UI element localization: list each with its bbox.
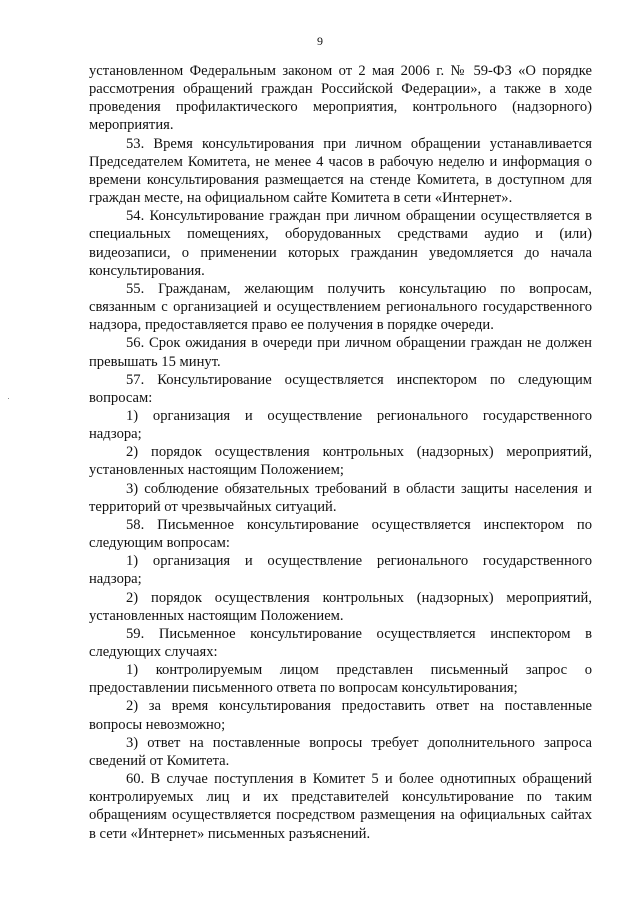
scan-speck [8, 398, 9, 399]
paragraph-59: 59. Письменное консультирование осуществляется инспектором в следующих случаях: [89, 625, 592, 660]
paragraph-59-item-2: 2) за время консультирования предоставить ответ на поставленные вопросы невозможно; [89, 698, 592, 733]
paragraph-54: 54. Консультирование граждан при личном обращении осуществляется в специальных помещениях, оборудованных средствами аудио и (или) видеозаписи, о применении которых гражданин уведомляется до начала консультирования. [89, 208, 592, 279]
paragraph-57-item-3: 3) соблюдение обязательных требований в области защиты населения и территорий от чрезвычайных ситуаций. [89, 480, 592, 515]
paragraph-59-item-3: 3) ответ на поставленные вопросы требует дополнительного запроса сведений от Комитета. [89, 734, 592, 769]
paragraph-55: 55. Гражданам, желающим получить консультацию по вопросам, связанным с организацией и осуществлением регионального государственного надзора, предоставляется право ее получения в порядке очереди. [89, 280, 592, 334]
paragraph-57-item-2: 2) порядок осуществления контрольных (надзорных) мероприятий, установленных настоящим Положением; [89, 444, 592, 479]
paragraph-58-item-2: 2) порядок осуществления контрольных (надзорных) мероприятий, установленных настоящим Положением. [89, 589, 592, 624]
paragraph-59-item-1: 1) контролируемым лицом представлен письменный запрос о предоставлении письменного ответа по вопросам консультирования; [89, 662, 592, 697]
paragraph-56: 56. Срок ожидания в очереди при личном обращении граждан не должен превышать 15 минут. [89, 335, 592, 370]
paragraph-57: 57. Консультирование осуществляется инспектором по следующим вопросам: [89, 371, 592, 406]
paragraph-58-item-1: 1) организация и осуществление регионального государственного надзора; [89, 553, 592, 588]
paragraph-60: 60. В случае поступления в Комитет 5 и более однотипных обращений контролируемых лиц и их представителей консультирование по таким обращениям осуществляется посредством размещения на официальных сайтах в сети «Интернет» письменных разъяснений. [89, 771, 592, 842]
paragraph-continuation: установленном Федеральным законом от 2 мая 2006 г. № 59-ФЗ «О порядке рассмотрения обращений граждан Российской Федерации», а также в ходе проведения профилактического мероприятия, контрольного (надзорного) мероприятия. [89, 63, 592, 134]
paragraph-58: 58. Письменное консультирование осуществляется инспектором по следующим вопросам: [89, 516, 592, 552]
paragraph-53: 53. Время консультирования при личном обращении устанавливается Председателем Комитета, не менее 4 часов в рабочую неделю и информация о времени консультирования размещается на стенде Комитета, в доступном для граждан месте, на официальном сайте Комитета в сети «Интернет». [89, 135, 592, 207]
document-body [89, 62, 592, 843]
page-number: 9 [317, 34, 323, 48]
paragraph-57-item-1: 1) организация и осуществление регионального государственного надзора; [89, 407, 592, 443]
